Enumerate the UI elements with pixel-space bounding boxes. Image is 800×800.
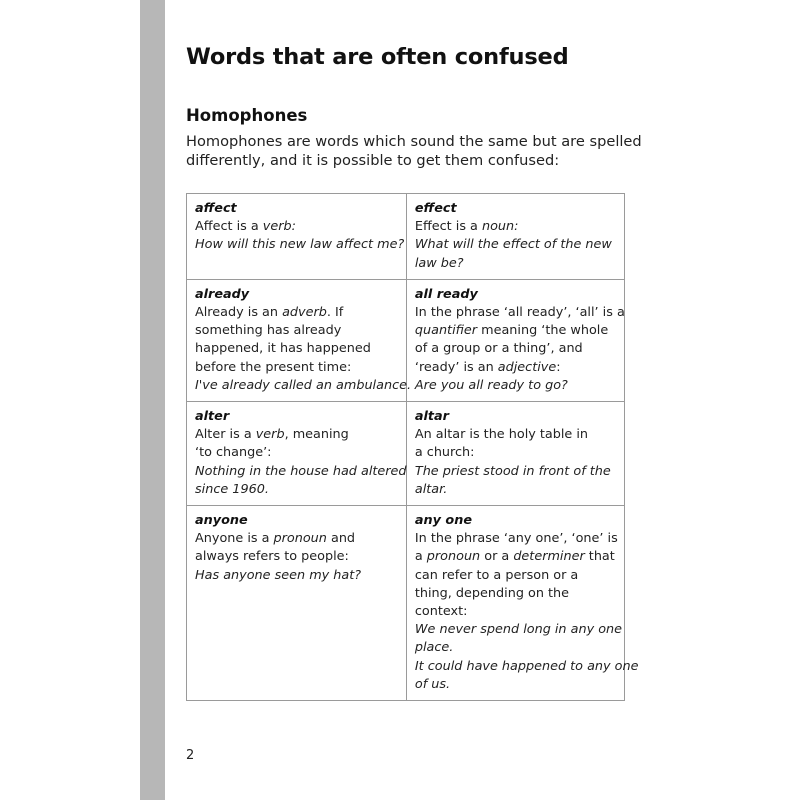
entry-text-line [415, 444, 616, 462]
entry-text-line [415, 639, 616, 657]
entry-text-line [415, 359, 616, 377]
italic-text: adverb [282, 305, 327, 321]
plain-text: ‘to change’: [195, 445, 272, 461]
entry-text-line [195, 304, 398, 322]
italic-text: place. [414, 640, 454, 656]
entry-word: affect [195, 201, 237, 216]
entry-text-line [195, 548, 398, 566]
italic-text: determiner [513, 549, 585, 565]
plain-text: Affect is a [195, 219, 263, 235]
plain-text: Effect is a [414, 219, 482, 235]
entry-text-line [415, 530, 616, 548]
section-heading: Homophones [186, 106, 308, 125]
entry-text-line [195, 463, 407, 481]
italic-text: What will the effect of the new [414, 237, 612, 253]
plain-text: something has already [195, 323, 342, 339]
italic-text: It could have happened to any one [414, 658, 639, 674]
entry-text-line [195, 530, 398, 548]
plain-text: Alter is a [195, 427, 256, 443]
entry-text-line [415, 340, 616, 358]
italic-text: pronoun [273, 531, 327, 547]
entry-text-line [415, 463, 616, 481]
plain-text: An altar is the holy table in [414, 427, 589, 443]
entry-text-line [414, 621, 623, 639]
entry-text-line [195, 218, 398, 236]
side-margin-bar [140, 0, 165, 800]
italic-text: noun: [481, 219, 519, 235]
plain-text: and [326, 531, 356, 547]
homophones-table-body [187, 194, 639, 701]
entry-word: already [195, 286, 250, 302]
italic-text: pronoun [426, 549, 481, 565]
italic-text: Are you all ready to go? [414, 377, 568, 393]
entry-text-line [415, 585, 616, 603]
plain-text: a [414, 549, 427, 565]
intro-paragraph [186, 132, 642, 170]
italic-text: quantifier [414, 323, 478, 339]
table-row [187, 402, 625, 506]
italic-text: I've already called an ambulance. [195, 377, 412, 393]
entry-text-line [195, 481, 398, 499]
entry-text-line [415, 481, 616, 499]
table-row [187, 506, 625, 701]
word-entry-cell [187, 194, 407, 280]
italic-text: Nothing in the house had altered [195, 463, 407, 479]
plain-text: context: [414, 604, 468, 620]
entry-text-line [195, 236, 405, 254]
entry-text-line [415, 603, 616, 621]
page-title: Words that are often confused [186, 44, 569, 70]
page-number: 2 [186, 748, 195, 763]
plain-text: that [584, 549, 615, 565]
entry-text-line [195, 359, 398, 377]
word-entry-cell [406, 194, 624, 280]
word-entry-cell [187, 506, 407, 701]
entry-text-line [414, 304, 625, 322]
entry-text-line [415, 567, 616, 585]
word-entry-cell [187, 279, 412, 401]
entry-text-line [414, 658, 639, 676]
entry-text-line [415, 548, 616, 566]
entry-text-line [195, 377, 412, 395]
entry-text-line [415, 676, 616, 694]
italic-text: law be? [414, 255, 464, 271]
entry-text-line [195, 567, 398, 585]
entry-text-line [415, 255, 616, 273]
italic-text: altar. [414, 481, 448, 497]
entry-text-line [415, 236, 616, 254]
plain-text: ‘ready’ is an [414, 359, 498, 375]
table-row [187, 194, 625, 280]
plain-text: or a [480, 549, 514, 565]
word-entry-cell [406, 279, 624, 401]
plain-text: Already is an [195, 305, 283, 321]
entry-text-line [415, 377, 616, 395]
entry-text-line [195, 444, 398, 462]
italic-text: verb [255, 427, 285, 443]
word-entry-cell [406, 506, 639, 701]
entry-word: any one [414, 513, 472, 529]
plain-text: a church: [414, 445, 475, 461]
entry-text-line [415, 426, 616, 444]
plain-text: In the phrase ‘all ready’, ‘all’ is a [414, 305, 625, 321]
entry-word: altar [414, 409, 449, 425]
plain-text: meaning ‘the whole [477, 323, 609, 339]
plain-text: : [556, 359, 561, 375]
plain-text: before the present time: [195, 359, 352, 375]
plain-text: , meaning [284, 427, 349, 443]
entry-word: all ready [414, 286, 478, 302]
entry-text-line [415, 322, 616, 340]
entry-word: effect [414, 201, 457, 216]
italic-text: of us. [414, 676, 451, 692]
table-row [187, 279, 625, 401]
homophones-table [186, 193, 639, 701]
intro-line: differently, and it is possible to get them confused: [186, 152, 560, 169]
italic-text: adjective [497, 359, 557, 375]
italic-text: Has anyone seen my hat? [195, 567, 362, 583]
entry-word: alter [195, 409, 230, 425]
italic-text: verb: [262, 219, 296, 235]
entry-text-line [195, 322, 398, 340]
italic-text: How will this new law affect me? [195, 237, 405, 253]
entry-text-line [195, 426, 398, 444]
plain-text: Anyone is a [195, 531, 274, 547]
plain-text: happened, it has happened [195, 341, 371, 357]
plain-text: . If [326, 305, 344, 321]
plain-text: can refer to a person or a [414, 567, 579, 583]
entry-word: anyone [195, 513, 248, 529]
intro-line: Homophones are words which sound the same but are spelled [186, 133, 642, 150]
word-entry-cell [187, 402, 407, 506]
entry-text-line [415, 218, 616, 236]
plain-text: of a group or a thing’, and [414, 341, 583, 357]
plain-text: thing, depending on the [414, 585, 570, 601]
plain-text: In the phrase ‘any one’, ‘one’ is [414, 531, 618, 547]
italic-text: We never spend long in any one [414, 622, 623, 638]
entry-text-line [195, 340, 398, 358]
plain-text: always refers to people: [195, 549, 349, 565]
italic-text: The priest stood in front of the [414, 463, 611, 479]
italic-text: since 1960. [195, 481, 269, 497]
word-entry-cell [406, 402, 624, 506]
